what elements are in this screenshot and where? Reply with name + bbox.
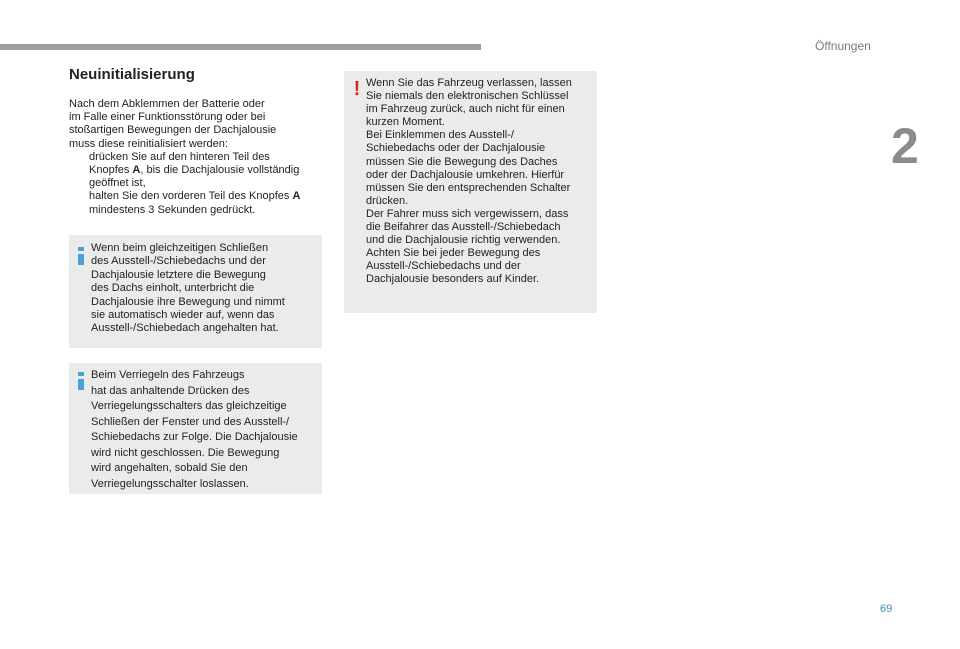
header-divider-bar xyxy=(0,44,481,50)
warning-line: und die Dachjalousie richtig verwenden. xyxy=(366,234,561,247)
button-key-label: A xyxy=(132,164,141,177)
warning-line: im Fahrzeug zurück, auch nicht für einen xyxy=(366,103,565,116)
button-key-label: A xyxy=(292,190,301,203)
bullet-item-1 xyxy=(69,151,331,164)
intro-line: stoßartigen Bewegungen der Dachjalousie xyxy=(69,124,277,137)
warning-line: Achten Sie bei jeder Bewegung des xyxy=(366,247,541,260)
intro-line: muss diese reinitialisiert werden: xyxy=(69,137,228,150)
bullet-text: , bis die Dachjalousie vollständig xyxy=(140,164,300,177)
warning-note xyxy=(344,71,597,313)
info-bar-icon xyxy=(78,247,84,265)
intro-line: im Falle einer Funktionsstörung oder bei xyxy=(69,111,266,124)
note-line: Wenn beim gleichzeitigen Schließen xyxy=(91,242,269,254)
warning-line: Der Fahrer muss sich vergewissern, dass xyxy=(366,207,569,220)
section-title: Öffnungen xyxy=(815,39,871,53)
warning-line: Wenn Sie das Fahrzeug verlassen, lassen xyxy=(366,77,572,89)
intro-paragraph xyxy=(69,98,331,217)
bullet-item-1-cont: geöffnet ist, xyxy=(89,177,146,190)
note-line: Dachjalousie ihre Bewegung und nimmt xyxy=(91,295,285,308)
note-line: wird angehalten, sobald Sie den xyxy=(91,462,248,474)
bullet-item-2 xyxy=(69,190,331,203)
note-line: Ausstell-/Schiebedach angehalten hat. xyxy=(91,322,279,335)
note-line: hat das anhaltende Drücken des xyxy=(91,384,250,397)
note-line: des Ausstell-/Schiebedachs und der xyxy=(91,255,266,268)
warning-line: die Beifahrer das Ausstell-/Schiebedach xyxy=(366,221,561,234)
intro-line: Nach dem Abklemmen der Batterie oder xyxy=(69,98,265,110)
bullet-text: drücken Sie auf den hinteren Teil des xyxy=(89,150,270,163)
warning-line: Dachjalousie besonders auf Kinder. xyxy=(366,273,540,286)
info-note-text xyxy=(91,368,298,492)
info-note-text xyxy=(91,242,285,336)
note-line: Beim Verriegeln des Fahrzeugs xyxy=(91,369,245,381)
exclamation-icon: ! xyxy=(353,78,361,100)
info-bar-icon xyxy=(78,372,84,390)
note-line: Schließen der Fenster und des Ausstell-/ xyxy=(91,415,290,428)
note-line: Schiebedachs zur Folge. Die Dachjalousie xyxy=(91,431,298,443)
warning-line: oder der Dachjalousie umkehren. Hierfür xyxy=(366,168,565,181)
warning-line: Bei Einklemmen des Ausstell-/ xyxy=(366,129,514,142)
warning-line: kurzen Moment. xyxy=(366,116,445,129)
warning-line: Schiebedachs oder der Dachjalousie xyxy=(366,142,546,155)
note-line: des Dachs einholt, unterbricht die xyxy=(91,282,255,295)
note-line: Verriegelungsschalters das gleichzeitige xyxy=(91,400,287,412)
note-line: Dachjalousie letztere die Bewegung xyxy=(91,268,266,281)
warning-line: Ausstell-/Schiebedachs und der xyxy=(366,260,521,273)
warning-line: Sie niemals den elektronischen Schlüssel xyxy=(366,90,569,103)
info-note-closing xyxy=(69,235,322,348)
info-note-locking xyxy=(69,363,322,494)
bullet-text: Knopfes xyxy=(89,164,133,177)
note-line: Verriegelungsschalter loslassen. xyxy=(91,477,249,490)
warning-line: müssen Sie die Bewegung des Daches xyxy=(366,155,558,168)
chapter-number: 2 xyxy=(891,118,919,174)
warning-line: müssen Sie den entsprechenden Schalter xyxy=(366,181,571,194)
note-line: sie automatisch wieder auf, wenn das xyxy=(91,309,275,322)
warning-text xyxy=(366,77,572,287)
warning-line: drücken. xyxy=(366,194,409,207)
bullet-item-1-cont xyxy=(69,164,331,177)
page-number: 69 xyxy=(880,603,893,615)
bullet-text: halten Sie den vorderen Teil des Knopfes xyxy=(89,190,293,203)
section-heading: Neuinitialisierung xyxy=(69,66,195,83)
note-line: wird nicht geschlossen. Die Bewegung xyxy=(91,446,280,459)
bullet-item-2-cont: mindestens 3 Sekunden gedrückt. xyxy=(89,203,256,216)
